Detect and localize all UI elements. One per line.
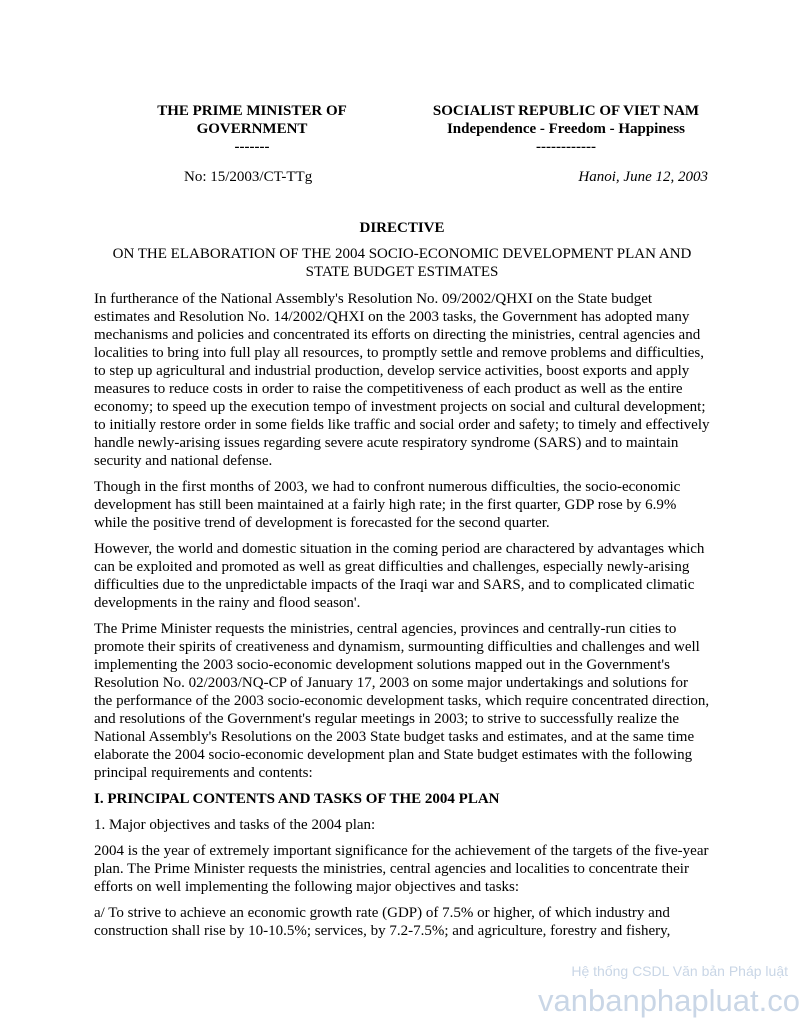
list-item: 1. Major objectives and tasks of the 2004 plan: <box>94 817 376 833</box>
authority-line-2: GOVERNMENT <box>196 121 308 137</box>
document-subtitle <box>94 245 710 281</box>
paragraph: 2004 is the year of extremely important significance for the achievement of the targets of the five-year plan. The Prime Minister requests the ministries, central agencies and localities to concentrate their efforts on well implementing the following major objectives and tasks: <box>94 843 709 895</box>
document-date: Hanoi, June 12, 2003 <box>578 169 708 185</box>
paragraph: Though in the first months of 2003, we had to confront numerous difficulties, the socio-economic development has still been maintained at a fairly high rate; in the first quarter, GDP rose by 6.9% while the positive trend of development is forecasted for the second quarter. <box>94 479 681 531</box>
paragraph: a/ To strive to achieve an economic growth rate (GDP) of 7.5% or higher, of which industry and construction shall rise by 10-10.5%; services, by 7.2-7.5%; and agriculture, forestry and fishery, <box>94 905 671 939</box>
issuing-authority <box>148 102 356 156</box>
section-heading: I. PRINCIPAL CONTENTS AND TASKS OF THE 2004 PLAN <box>94 791 500 807</box>
paragraph: However, the world and domestic situation in the coming period are charactered by advantages which can be exploited and promoted as well as great difficulties and challenges, especially newly-arising difficulties due to the unpredictable impacts of the Iraqi war and SARS, and to complicated climatic developments in the rainy and flood season'. <box>94 541 705 611</box>
authority-rule: ------- <box>234 139 270 155</box>
watermark-line-2: vanbanphapluat.co <box>537 983 800 1018</box>
document-header <box>94 102 710 162</box>
paragraph: In furtherance of the National Assembly's Resolution No. 09/2002/QHXI on the State budget estimates and Resolution No. 14/2002/QHXI on the 2003 tasks, the Government has adopted many mechanisms and policies and concentrated its efforts on directing the ministries, central agencies and localities to bring into full play all resources, to promptly settle and remove problems and difficulties, to step up agricultural and industrial production, develop service activities, boost exports and apply measures to reduce costs in order to raise the competitiveness of each product as well as the entire economy; to speed up the execution tempo of investment projects on social and cultural development; to initially restore order in some fields like traffic and social order and safety; to timely and effectively handle newly-arising issues regarding severe acute respiratory syndrome (SARS) and to maintain security and national defense. <box>94 291 710 469</box>
watermark-line-1: Hệ thống CSDL Văn bản Pháp luật <box>571 963 788 979</box>
watermark <box>500 963 800 1021</box>
motto-line: Independence - Freedom - Happiness <box>446 121 686 137</box>
paragraph: The Prime Minister requests the ministries, central agencies, provinces and centrally-run cities to promote their spirits of creativeness and dynamism, surmounting difficulties and challenges and well implementing the 2003 socio-economic development solutions mapped out in the Government's Resolution No. 02/2003/NQ-CP of January 17, 2003 on some major undertakings and solutions for the performance of the 2003 socio-economic development tasks, which require concentrated direction, and resolutions of the Government's regular meetings in 2003; to strive to successfully realize the National Assembly's Resolutions on the 2003 State budget tasks and estimates, and at the same time elaborate the 2004 socio-economic development plan and State budget estimates with the following principal requirements and contents: <box>94 621 710 781</box>
document-title: DIRECTIVE <box>359 220 445 236</box>
document-body <box>94 290 710 948</box>
country-name: SOCIALIST REPUBLIC OF VIET NAM <box>432 103 700 119</box>
document-number: No: 15/2003/CT-TTg <box>184 169 313 185</box>
motto-rule: ------------ <box>536 139 596 155</box>
national-motto <box>416 102 716 156</box>
subtitle-line-2: STATE BUDGET ESTIMATES <box>305 264 499 280</box>
subtitle-line-1: ON THE ELABORATION OF THE 2004 SOCIO-ECONOMIC DEVELOPMENT PLAN AND <box>112 246 692 262</box>
authority-line-1: THE PRIME MINISTER OF <box>157 103 347 119</box>
